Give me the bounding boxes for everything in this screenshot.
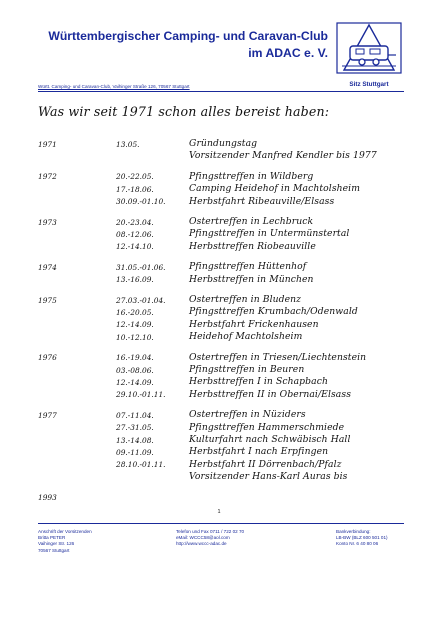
entry-event: Pfingsttreffen in Wildberg	[189, 170, 314, 182]
entry-event: Herbsttreffen I in Schapbach	[189, 376, 328, 388]
entry-event: Gründungstag	[189, 138, 258, 149]
entry-event: Pfingsttreffen Krumbach/Odenwald	[189, 306, 358, 318]
entry-year: 1976	[38, 353, 57, 363]
entry-event: Herbsttreffen II in Obernai/Elsass	[189, 388, 352, 400]
footer-phone-column	[176, 529, 244, 548]
trip-entry	[0, 331, 438, 343]
footer-text: LB-BW (BLZ 600 501 01)	[336, 535, 388, 541]
trip-entry	[0, 376, 438, 388]
sender-address-line: Württ. Camping- und Caravan-Club, Vaihinger Straße 126, 70567 Stuttgart	[38, 84, 190, 89]
entry-date: 17.-18.06.	[116, 184, 154, 194]
trip-entry	[0, 171, 438, 183]
entry-date: 13.-16.09.	[116, 275, 154, 285]
trip-entry	[0, 409, 438, 421]
trip-entry	[0, 319, 438, 331]
entry-date: 16.-20.05.	[116, 307, 154, 317]
entry-event: Heidehof Machtolsheim	[189, 331, 303, 343]
footer-text: Britta PETER	[38, 535, 66, 541]
entry-event: Pfingsttreffen in Beuren	[189, 364, 305, 375]
entry-event: Ostertreffen in Lechbruck	[189, 216, 314, 227]
entry-date: 13.05.	[116, 139, 140, 149]
entry-date: 08.-12.06.	[116, 229, 154, 239]
trip-entry	[0, 389, 438, 401]
entry-year: 1977	[38, 410, 57, 420]
club-name-line2: im ADAC e. V.	[248, 46, 328, 60]
trip-entry	[0, 216, 438, 228]
club-name-line1: Württembergischer Camping- und Caravan-Club	[48, 29, 328, 43]
entry-event: Herbstfahrt Ribeauville/Elsass	[189, 195, 335, 207]
footer-text: Vaihinger Str. 126	[38, 541, 75, 547]
entry-event: Herbstfahrt I nach Erpfingen	[189, 446, 329, 458]
entry-date: 13.-14.08.	[116, 435, 154, 445]
page-number: 1	[217, 509, 221, 515]
footer-website-link[interactable]: http://www.wccc-adac.de	[176, 541, 227, 547]
entry-event: Pfingsttreffen Hüttenhof	[189, 261, 307, 273]
footer-email-link[interactable]: eMail: WCCC58@aol.com	[176, 535, 230, 541]
entry-year: 1974	[38, 262, 57, 272]
trip-entry	[0, 183, 438, 195]
club-name	[38, 28, 328, 62]
footer-text: Bankverbindung:	[336, 529, 371, 534]
entry-date: 20.-23.04.	[116, 217, 154, 227]
entry-date: 03.-08.06.	[116, 365, 154, 375]
footer-divider	[38, 523, 404, 524]
trip-entry	[0, 492, 438, 504]
trip-entry	[0, 434, 438, 446]
entry-event: Herbsttreffen in München	[189, 273, 314, 285]
entry-year: 1993	[38, 493, 57, 503]
entry-date: 10.-12.10.	[116, 332, 154, 342]
trip-entry	[0, 261, 438, 273]
entry-year: 1971	[38, 139, 57, 149]
entry-event: Herbstfahrt II Dörrenbach/Pfalz	[189, 458, 342, 470]
trip-entry	[0, 446, 438, 458]
entry-event: Herbstfahrt Frickenhausen	[189, 318, 319, 330]
trip-entry	[0, 274, 438, 286]
trip-entry	[0, 422, 438, 434]
footer-contact-column	[38, 529, 92, 554]
trip-entry	[0, 294, 438, 306]
entry-date: 20.-22.05.	[116, 172, 154, 182]
entry-date: 12.-14.09.	[116, 377, 154, 387]
page-heading: Was wir seit 1971 schon alles bereist haben:	[38, 104, 330, 119]
entry-year: 1972	[38, 172, 57, 182]
entry-event: Ostertreffen in Nüziders	[189, 409, 306, 421]
trip-entry	[0, 471, 438, 483]
trip-entry	[0, 241, 438, 253]
footer-text: Konto Nr. 6 40 80 06	[336, 541, 379, 547]
entry-event: Ostertreffen in Bludenz	[189, 294, 302, 305]
entry-event: Pfingsttreffen in Untermünstertal	[189, 228, 350, 240]
entry-event: Herbsttreffen Riobeauville	[189, 240, 316, 252]
trip-entry	[0, 228, 438, 240]
entry-event: Vorsitzender Manfred Kendler bis 1977	[189, 150, 377, 162]
entry-date: 09.-11.09.	[116, 447, 154, 457]
footer-text: 70567 Stuttgart	[38, 547, 70, 553]
entry-year: 1973	[38, 217, 57, 227]
wccc-caravan-logo-icon	[336, 22, 402, 74]
trip-entry	[0, 364, 438, 376]
entry-date: 28.10.-01.11.	[116, 460, 166, 470]
entry-date: 31.05.-01.06.	[116, 262, 166, 272]
entry-event: Camping Heidehof in Machtolsheim	[189, 183, 361, 195]
trip-entry	[0, 459, 438, 471]
footer-bank-column	[336, 529, 388, 548]
entry-event: Vorsitzender Hans-Karl Auras bis	[189, 471, 348, 483]
trip-entry	[0, 138, 438, 150]
entry-event: Ostertreffen in Triesen/Liechtenstein	[189, 351, 367, 363]
entry-date: 30.09.-01.10.	[116, 197, 166, 207]
entry-date: 12.-14.09.	[116, 320, 154, 330]
entry-date: 12.-14.10.	[116, 242, 154, 252]
header-divider	[38, 91, 404, 92]
entry-year: 1975	[38, 295, 57, 305]
entry-date: 07.-11.04.	[116, 410, 154, 420]
footer-text: Telefon und Fax 0711 / 722 02 70	[176, 529, 245, 534]
entry-event: Pfingsttreffen Hammerschmiede	[189, 421, 345, 433]
footer-text: Anschrift der Vorsitzenden	[38, 529, 92, 534]
entry-date: 27.-31.05.	[116, 423, 154, 433]
seat-label: Sitz Stuttgart	[349, 81, 389, 88]
entry-date: 29.10.-01.11.	[116, 390, 166, 400]
trip-entry	[0, 306, 438, 318]
trip-entry	[0, 150, 438, 162]
entry-event: Kulturfahrt nach Schwäbisch Hall	[189, 434, 351, 445]
trip-entry	[0, 352, 438, 364]
entry-date: 16.-19.04.	[116, 353, 154, 363]
trip-entry	[0, 196, 438, 208]
entry-date: 27.03.-01.04.	[116, 295, 166, 305]
